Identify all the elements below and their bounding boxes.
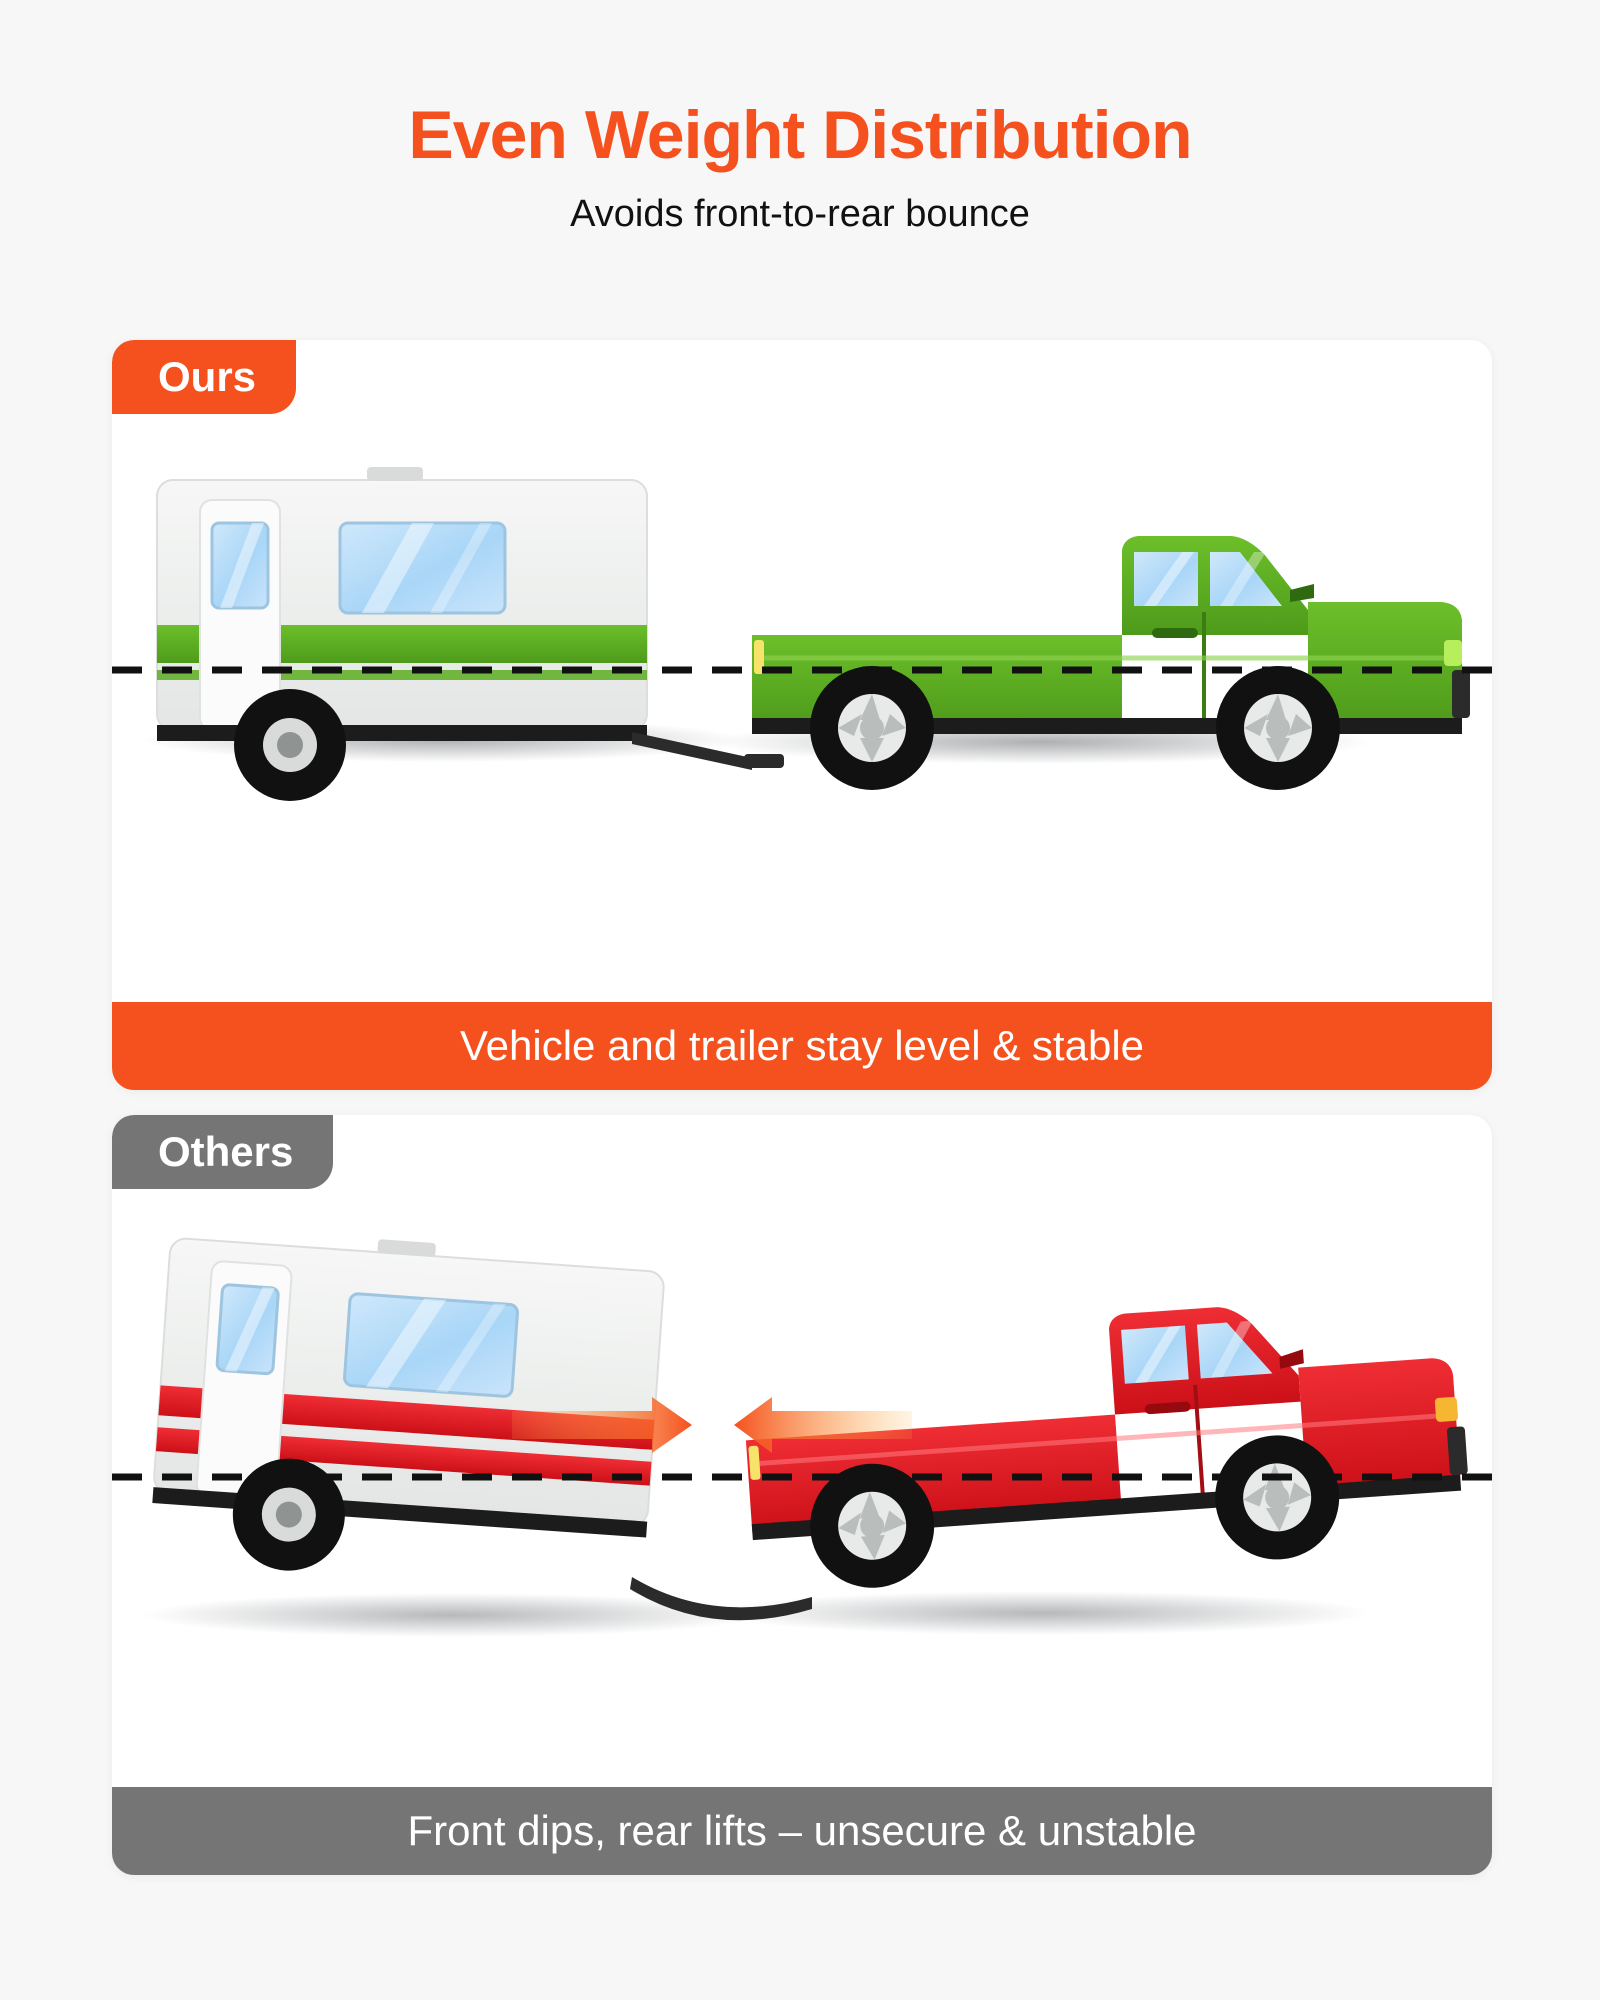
caption-others: Front dips, rear lifts – unsecure & unstable	[112, 1787, 1492, 1875]
truck-red-tilted	[739, 1291, 1473, 1596]
page-subtitle: Avoids front-to-rear bounce	[570, 193, 1030, 236]
badge-others: Others	[112, 1115, 333, 1189]
header	[0, 0, 1600, 236]
scene-level-towing	[112, 340, 1492, 1090]
comparison-card-ours	[112, 340, 1492, 1090]
scene-unbalanced-towing	[112, 1115, 1492, 1875]
badge-ours: Ours	[112, 340, 296, 414]
illustration-ours	[112, 340, 1492, 1090]
caption-ours: Vehicle and trailer stay level & stable	[112, 1002, 1492, 1090]
page-title: Even Weight Distribution	[408, 97, 1192, 173]
illustration-others	[112, 1115, 1492, 1875]
trailer-red-tilted	[148, 1225, 665, 1596]
comparison-card-others	[112, 1115, 1492, 1875]
